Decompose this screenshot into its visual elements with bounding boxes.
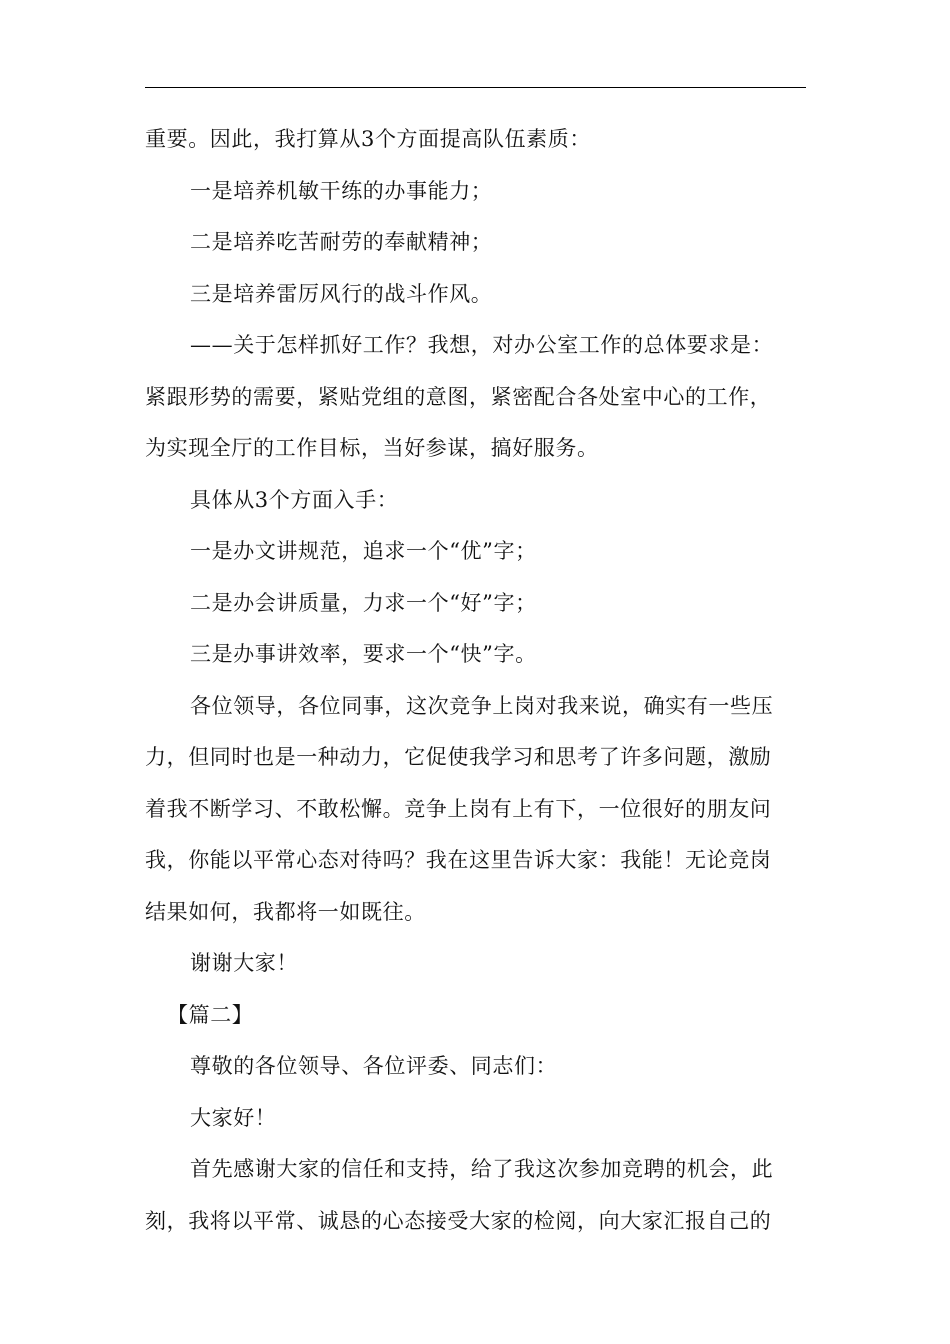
text-line: 一是办文讲规范，追求一个“优”字；: [190, 539, 537, 563]
text-line: ——关于怎样抓好工作？我想，对办公室工作的总体要求是：: [190, 333, 774, 357]
header-rule: [145, 87, 806, 88]
text-line: 三是办事讲效率，要求一个“快”字。: [190, 642, 537, 666]
text-line: 重要。因此，我打算从3个方面提高队伍素质：: [145, 127, 591, 151]
text-line: 谢谢大家！: [190, 951, 298, 975]
text-line: 各位领导，各位同事，这次竞争上岗对我来说，确实有一些压: [190, 693, 774, 718]
section-heading: 【篇二】: [167, 1002, 254, 1027]
text-line: 二是办会讲质量，力求一个“好”字；: [190, 590, 537, 615]
body-text: [145, 114, 806, 1247]
text-line: 大家好！: [190, 1105, 277, 1130]
text-line: 着我不断学习、不敢松懈。竞争上岗有上有下，一位很好的朋友问: [145, 796, 772, 821]
text-line: 首先感谢大家的信任和支持，给了我这次参加竞聘的机会，此: [190, 1157, 774, 1181]
text-line: 二是培养吃苦耐劳的奉献精神；: [190, 230, 493, 254]
text-line: 具体从3个方面入手：: [190, 487, 399, 512]
text-line: 尊敬的各位领导、各位评委、同志们：: [190, 1054, 558, 1078]
text-line: 紧跟形势的需要，紧贴党组的意图，紧密配合各处室中心的工作，: [145, 384, 772, 409]
text-line: 三是培养雷厉风行的战斗作风。: [190, 281, 493, 306]
text-line: 力，但同时也是一种动力，它促使我学习和思考了许多问题，激励: [145, 745, 772, 769]
text-line: 我，你能以平常心态对待吗？我在这里告诉大家：我能！无论竞岗: [145, 848, 772, 872]
text-line: 结果如何，我都将一如既往。: [145, 899, 426, 924]
text-line: 一是培养机敏干练的办事能力；: [190, 178, 493, 203]
text-line: 刻，我将以平常、诚恳的心态接受大家的检阅，向大家汇报自己的: [145, 1208, 772, 1233]
text-line: 为实现全厅的工作目标，当好参谋，搞好服务。: [145, 436, 599, 460]
